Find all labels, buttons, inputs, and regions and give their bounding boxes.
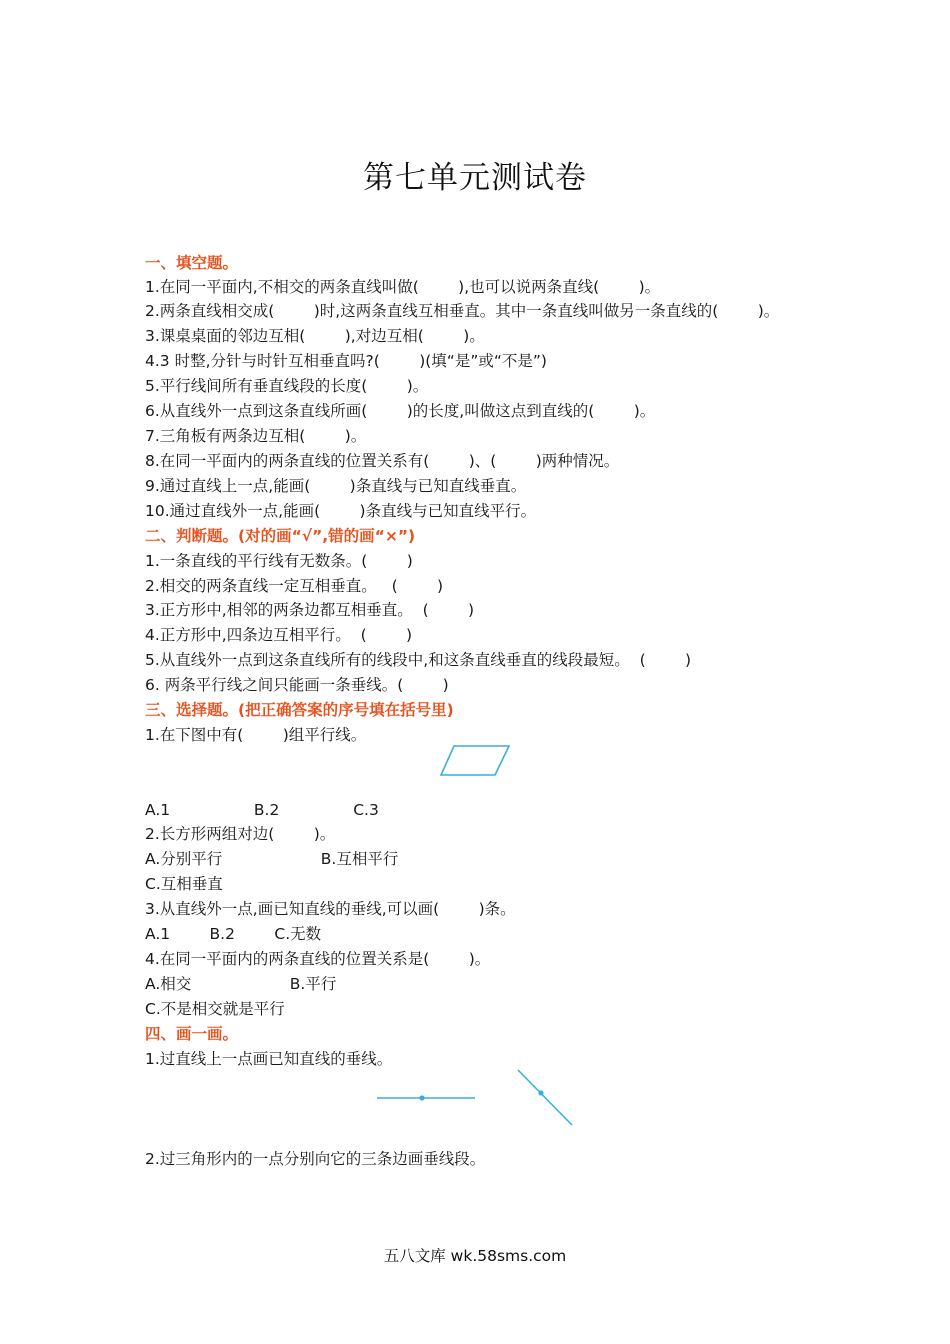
footer-watermark: 五八文库 wk.58sms.com	[383, 1247, 567, 1265]
true-false-item-3: 3.正方形中,相邻的两条边都互相垂直。 ( )	[145, 601, 475, 619]
choice-question-3: 3.从直线外一点,画已知直线的垂线,可以画( )条。	[145, 900, 516, 918]
drawing-question-1: 1.过直线上一点画已知直线的垂线。	[145, 1050, 393, 1068]
choice-question-4-options-ab: A.相交 B.平行	[145, 975, 337, 993]
drawing-question-2: 2.过三角形内的一点分别向它的三条边画垂线段。	[145, 1150, 486, 1168]
choice-question-2-options-ab: A.分别平行 B.互相平行	[145, 850, 399, 868]
choice-question-3-options: A.1 B.2 C.无数	[145, 925, 322, 943]
choice-question-1-options: A.1 B.2 C.3	[145, 801, 379, 819]
parallelogram-figure	[436, 742, 516, 780]
point-on-horizontal-line	[419, 1095, 424, 1100]
fill-blank-item-3: 3.课桌桌面的邻边互相( ),对边互相( )。	[145, 327, 485, 345]
line-with-point-figure	[372, 1065, 582, 1131]
section-heading-true-false: 二、判断题。(对的画“√”,错的画“×”)	[145, 527, 416, 545]
true-false-item-6: 6. 两条平行线之间只能画一条垂线。( )	[145, 676, 449, 694]
fill-blank-item-10: 10.通过直线外一点,能画( )条直线与已知直线平行。	[145, 502, 537, 520]
fill-blank-item-1: 1.在同一平面内,不相交的两条直线叫做( ),也可以说两条直线( )。	[145, 278, 661, 296]
choice-question-2-option-c: C.互相垂直	[145, 875, 223, 893]
fill-blank-item-6: 6.从直线外一点到这条直线所画( )的长度,叫做这点到直线的( )。	[145, 402, 656, 420]
fill-blank-item-5: 5.平行线间所有垂直线段的长度( )。	[145, 377, 429, 395]
true-false-item-2: 2.相交的两条直线一定互相垂直。 ( )	[145, 577, 444, 595]
slanted-line	[518, 1070, 572, 1125]
choice-question-4-option-c: C.不是相交就是平行	[145, 1000, 285, 1018]
fill-blank-item-2: 2.两条直线相交成( )时,这两条直线互相垂直。其中一条直线叫做另一条直线的( )。	[145, 302, 780, 320]
true-false-item-4: 4.正方形中,四条边互相平行。 ( )	[145, 626, 413, 644]
point-on-slanted-line	[538, 1090, 543, 1095]
choice-question-2: 2.长方形两组对边( )。	[145, 825, 336, 843]
fill-blank-item-8: 8.在同一平面内的两条直线的位置关系有( )、( )两种情况。	[145, 452, 620, 470]
fill-blank-item-4: 4.3 时整,分针与时针互相垂直吗?( )(填“是”或“不是”)	[145, 352, 547, 370]
fill-blank-item-9: 9.通过直线上一点,能画( )条直线与已知直线垂直。	[145, 477, 527, 495]
section-heading-multiple-choice: 三、选择题。(把正确答案的序号填在括号里)	[145, 701, 454, 719]
section-heading-fill-blank: 一、填空题。	[145, 254, 239, 272]
section-heading-drawing: 四、画一画。	[145, 1025, 239, 1043]
parallelogram-shape	[441, 746, 509, 775]
true-false-item-5: 5.从直线外一点到这条直线所有的线段中,和这条直线垂直的线段最短。 ( )	[145, 651, 692, 669]
page-title: 第七单元测试卷	[363, 160, 587, 196]
true-false-item-1: 1.一条直线的平行线有无数条。( )	[145, 552, 413, 570]
choice-question-1: 1.在下图中有( )组平行线。	[145, 726, 367, 744]
fill-blank-item-7: 7.三角板有两条边互相( )。	[145, 427, 367, 445]
choice-question-4: 4.在同一平面内的两条直线的位置关系是( )。	[145, 950, 491, 968]
